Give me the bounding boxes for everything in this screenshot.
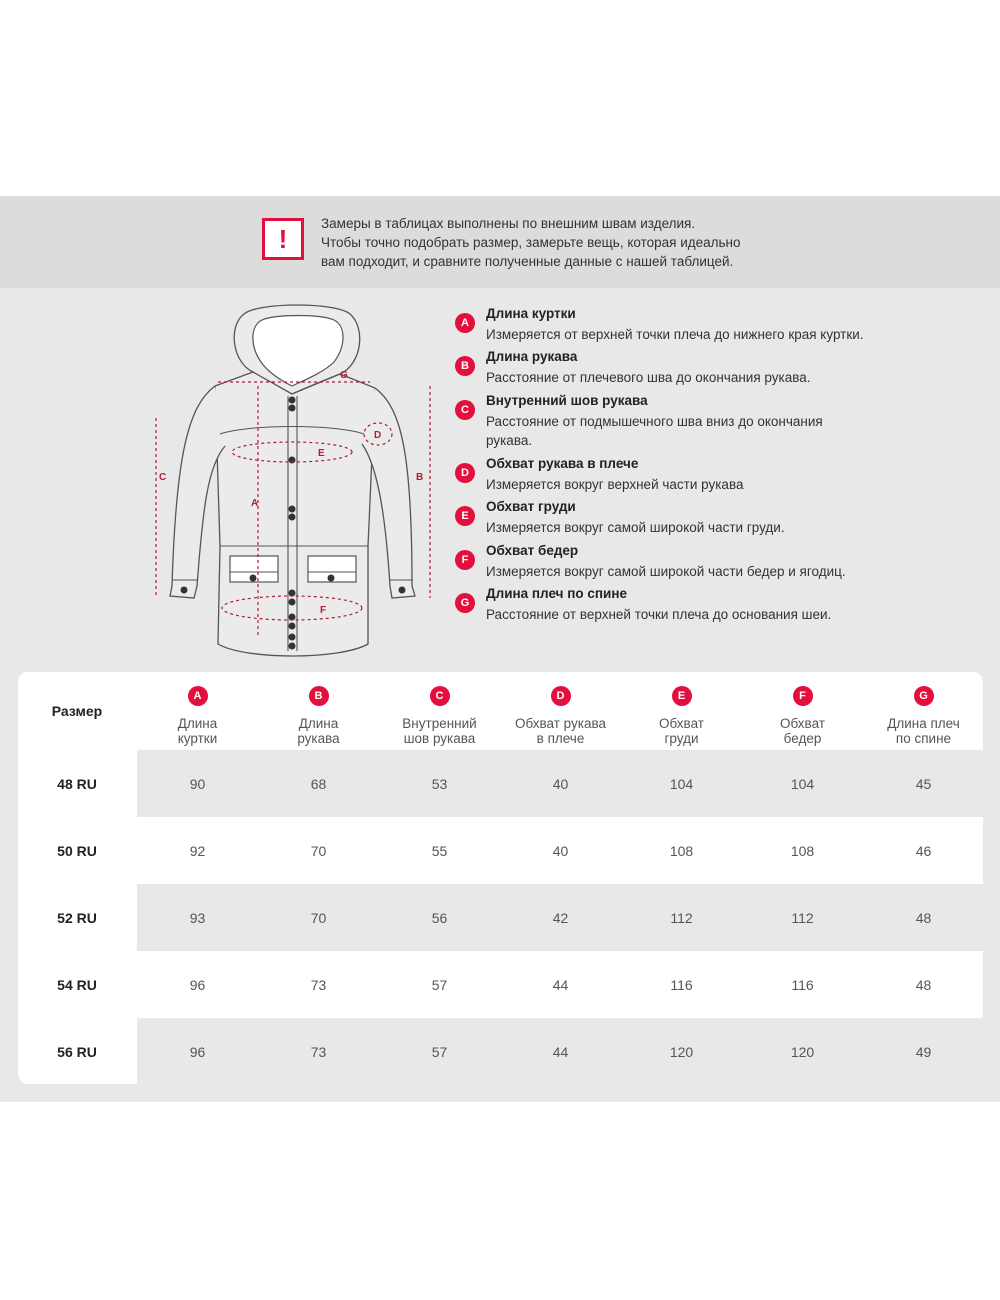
table-cell: 93 — [189, 909, 206, 926]
column-label: Обхват груди — [659, 716, 704, 746]
table-cell: 53 — [431, 775, 448, 792]
table-cell: 57 — [431, 976, 448, 993]
table-cell: 49 — [915, 1043, 932, 1060]
table-cell: 44 — [552, 976, 569, 993]
table-cell: 48 — [915, 909, 932, 926]
table-cell: 108 — [669, 842, 694, 859]
table-cell: 90 — [189, 775, 206, 792]
column-label: Обхват рукава в плече — [514, 716, 607, 746]
label-c: C — [159, 472, 167, 483]
column-badge: E — [672, 686, 692, 706]
legend-title: Внутренний шов рукава — [486, 393, 648, 408]
table-row — [18, 750, 983, 817]
table-cell: 45 — [915, 775, 932, 792]
label-d: D — [374, 430, 382, 441]
notice-line: вам подходит, и сравните полученные данные с нашей таблицей. — [321, 254, 734, 269]
column-badge: C — [430, 686, 450, 706]
column-header — [137, 672, 258, 750]
legend-title: Обхват рукава в плече — [486, 456, 639, 471]
badge-f: F — [455, 550, 475, 570]
legend-title: Длина рукава — [486, 349, 578, 364]
legend-title: Длина куртки — [486, 306, 576, 321]
badge-b: B — [455, 356, 475, 376]
notice-banner — [0, 196, 1000, 288]
value-cells — [137, 1018, 983, 1084]
column-label: Внутренний шов рукава — [402, 716, 477, 746]
legend-desc: Расстояние от плечевого шва до окончания рукава. — [486, 370, 811, 385]
size-table — [18, 672, 983, 1084]
table-cell: 112 — [670, 909, 693, 926]
column-label: Длина куртки — [177, 716, 218, 746]
label-g: G — [340, 370, 348, 381]
legend-title: Обхват груди — [486, 499, 576, 514]
value-cells — [137, 750, 983, 817]
table-cell: 70 — [310, 909, 327, 926]
legend-desc: Расстояние от верхней точки плеча до основания шеи. — [486, 607, 832, 622]
column-header — [500, 672, 621, 750]
badge-e: E — [455, 506, 475, 526]
legend-desc: Измеряется вокруг самой широкой части бедер и ягодиц. — [486, 564, 846, 579]
table-row — [18, 884, 983, 951]
column-label: Обхват бедер — [780, 716, 825, 746]
size-cell: 56 RU — [57, 1043, 97, 1060]
table-cell: 116 — [670, 976, 693, 993]
value-cells — [137, 884, 983, 951]
table-cell: 46 — [915, 842, 932, 859]
legend-title: Обхват бедер — [486, 543, 579, 558]
table-cell: 120 — [669, 1043, 694, 1060]
table-cell: 116 — [791, 976, 814, 993]
column-badge: D — [551, 686, 571, 706]
table-row — [18, 1018, 983, 1084]
size-guide-panel — [0, 196, 1000, 1102]
table-cell: 44 — [552, 1043, 569, 1060]
label-a: A — [251, 498, 259, 509]
table-cell: 48 — [915, 976, 932, 993]
badge-c: C — [455, 400, 475, 420]
value-cells — [137, 817, 983, 884]
legend-desc: Измеряется вокруг самой широкой части груди. — [486, 520, 785, 535]
legend-desc: Измеряется вокруг верхней части рукава — [486, 477, 744, 492]
table-cell: 120 — [790, 1043, 815, 1060]
table-cell: 73 — [310, 976, 327, 993]
column-badge: F — [793, 686, 813, 706]
label-e: E — [318, 448, 325, 459]
label-f: F — [320, 605, 327, 616]
size-cell: 52 RU — [57, 909, 97, 926]
badge-d: D — [455, 463, 475, 483]
table-cell: 73 — [310, 1043, 327, 1060]
legend-desc: Измеряется от верхней точки плеча до нижнего края куртки. — [486, 327, 864, 342]
table-cell: 57 — [431, 1043, 448, 1060]
legend-desc: Расстояние от подмышечного шва вниз до окончания рукава. — [486, 414, 823, 448]
table-cell: 104 — [669, 775, 694, 792]
table-cell: 68 — [310, 775, 327, 792]
size-cell: 50 RU — [57, 842, 97, 859]
table-cell: 40 — [552, 775, 569, 792]
column-header — [742, 672, 863, 750]
label-b: B — [416, 472, 424, 483]
table-cell: 112 — [791, 909, 814, 926]
table-cell: 96 — [189, 976, 206, 993]
table-row — [18, 951, 983, 1018]
table-cell: 70 — [310, 842, 327, 859]
column-header — [863, 672, 983, 750]
notice-text — [321, 214, 771, 271]
column-label: Длина рукава — [297, 716, 340, 746]
value-cells — [137, 951, 983, 1018]
column-header — [621, 672, 742, 750]
notice-line: Чтобы точно подобрать размер, замерьте вещь, которая идеально — [321, 235, 741, 250]
size-cell: 48 RU — [57, 775, 97, 792]
size-column-header: Размер — [51, 703, 103, 719]
column-header — [379, 672, 500, 750]
table-cell: 42 — [552, 909, 569, 926]
column-badge: B — [309, 686, 329, 706]
column-label: Длина плеч по спине — [887, 716, 960, 746]
exclamation-icon: ! — [262, 218, 304, 260]
legend-title: Длина плеч по спине — [486, 586, 627, 601]
column-badge: A — [188, 686, 208, 706]
column-badge: G — [914, 686, 934, 706]
badge-g: G — [455, 593, 475, 613]
table-cell: 40 — [552, 842, 569, 859]
table-cell: 104 — [790, 775, 815, 792]
table-cell: 55 — [431, 842, 448, 859]
badge-a: A — [455, 313, 475, 333]
notice-line: Замеры в таблицах выполнены по внешним швам изделия. — [321, 216, 696, 231]
table-cell: 56 — [431, 909, 448, 926]
table-cell: 96 — [189, 1043, 206, 1060]
column-header — [258, 672, 379, 750]
size-cell: 54 RU — [57, 976, 97, 993]
table-cell: 108 — [790, 842, 815, 859]
table-row — [18, 817, 983, 884]
jacket-diagram — [140, 296, 460, 666]
table-cell: 92 — [189, 842, 206, 859]
